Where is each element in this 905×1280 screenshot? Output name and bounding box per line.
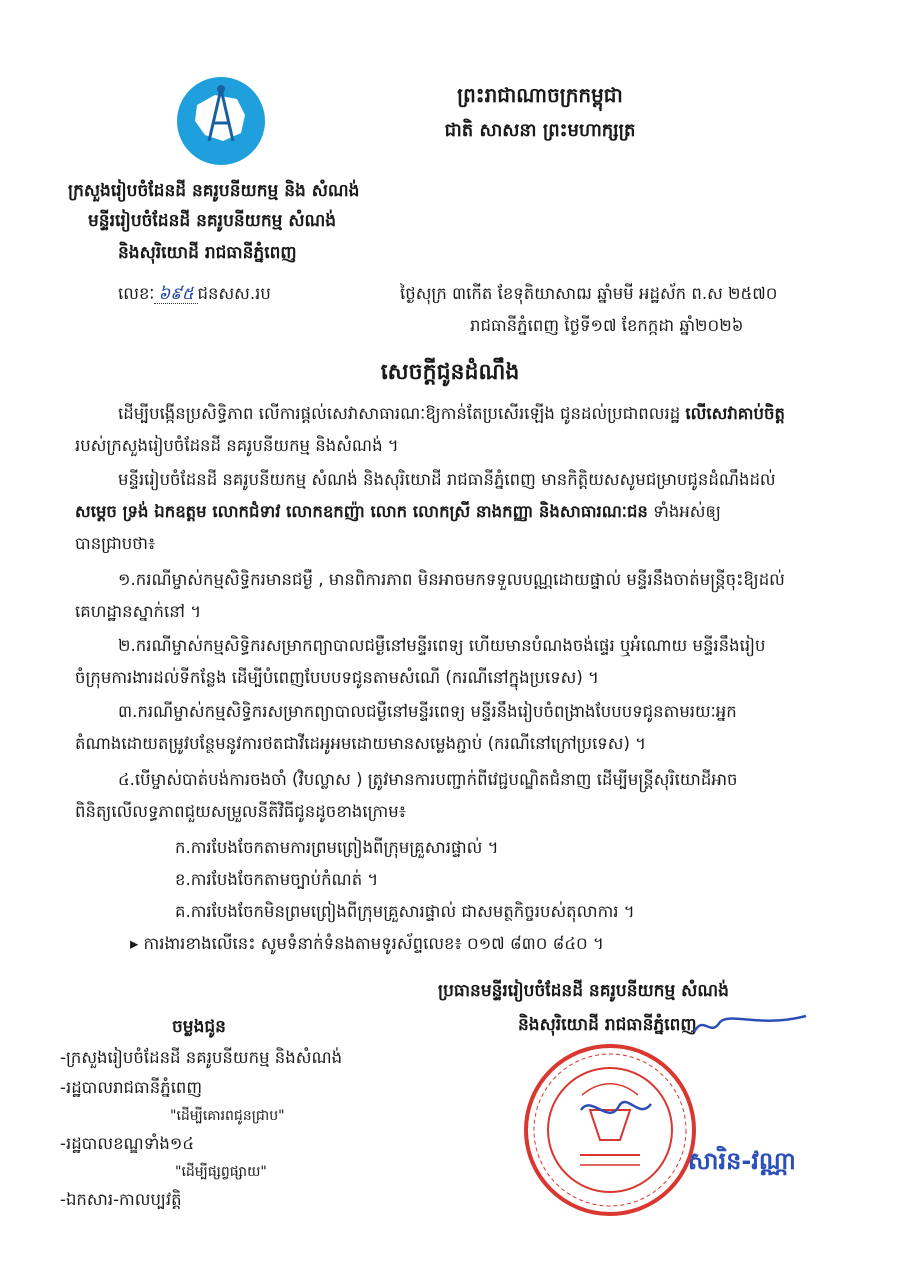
paragraph-1-line-1: ដើម្បីបង្កើនប្រសិទ្ធិភាព លើការផ្តល់សេវាសាធារណៈឱ្យកាន់តែប្រសើរឡើង ជូនដល់ប្រជាពលរដ្ឋ លើសេវាគាប់ចិត្ត <box>118 404 785 423</box>
paragraph-2-line-3: បានជ្រាបថា៖ <box>75 534 156 553</box>
sub-item-kh: ខ.ការបែងចែកតាមច្បាប់កំណត់ ។ <box>175 870 379 889</box>
paragraph-1-line-2: របស់ក្រសួងរៀបចំដែនដី នគរូបនីយកម្ម និងសំណង់ ។ <box>75 436 399 455</box>
kingdom-heading: ព្រះរាជាណាចក្រកម្ពុជា <box>457 83 623 107</box>
issuer-department: មន្ទីររៀបចំដែនដី នគរូបនីយកម្ម សំណង់ <box>88 211 337 231</box>
item-2-line-1: ២.ករណីម្ចាស់កម្មសិទ្ធិករសម្រាកព្យាបាលជម្ងឺនៅមន្ទីរពេទ្យ ហើយមានបំណងចង់ផ្ទេរ ឬអំណោយ មន្ទីរនឹងរៀប <box>118 636 766 655</box>
signature-overlay-scribble <box>575 1090 655 1130</box>
contact-line: ▸ ការងារខាងលើនេះ សូមទំនាក់ទំនងតាមទូរស័ព្ទលេខ៖ ០១៧ ៨៣០ ៨៤០ ។ <box>130 934 604 953</box>
cc-item: -ក្រសួងរៀបចំដែនដី នគរូបនីយកម្ម និងសំណង់ <box>60 1048 343 1067</box>
lunar-date: ថ្ងៃសុក្រ ៣កើត ខែទុតិយាសាឍ ឆ្នាំមមី អដ្ឋស័ក ព.ស ២៥៧០ <box>400 284 778 303</box>
item-2-line-2: ចំក្រុមការងារដល់ទីកន្លែង ដើម្បីបំពេញបែបបទជូនតាមសំណើ (ករណីនៅក្នុងប្រទេស) ។ <box>75 668 599 687</box>
item-3-line-2: តំណាងដោយតម្រូវបន្ថែមនូវការថតជាវីដេអូអមដោយមានសម្លេងភ្ជាប់ (ករណីនៅក្រៅប្រទេស) ។ <box>75 734 647 753</box>
item-4-line-1: ៤.បើម្ចាស់បាត់បង់ការចងចាំ (វិបល្លាស ) ត្រូវមានការបញ្ជាក់ពីវេជ្ជបណ្ឌិតជំនាញ ដើម្បីមន្ត្រីសុរិយោដីអាច <box>118 770 738 789</box>
gregorian-date: រាជធានីភ្នំពេញ ថ្ងៃទី១៧ ខែកក្កដា ឆ្នាំ២០២៦ <box>470 316 744 335</box>
reference-number: លេខៈ ៦៩៥ ជនសស.រប <box>118 284 271 303</box>
national-motto: ជាតិ សាសនា ព្រះមហាក្សត្រ <box>444 120 636 141</box>
cc-heading: ចម្លងជូន <box>172 1017 226 1037</box>
issuer-ministry: ក្រសួងរៀបចំដែនដី នគរូបនីយកម្ម និង សំណង់ <box>68 181 360 201</box>
item-1-line-1: ១.ករណីម្ចាស់កម្មសិទ្ធិករមានជម្ងឺ , មានពិការភាព មិនអាចមកទទួលបណ្ណដោយផ្ទាល់ មន្ទីរនឹងចាត់មន្ត្រីចុះឱ្យដល់ <box>118 570 785 589</box>
cc-item: -រដ្ឋបាលរាជធានីភ្នំពេញ <box>60 1078 203 1097</box>
signatory-name: សារិន-វណ្ណា <box>688 1147 796 1175</box>
signature-stroke <box>690 1008 810 1038</box>
cc-note: "ដើម្បីគោរពជូនជ្រាប" <box>170 1108 285 1124</box>
signatory-title-2: និងសុរិយោដី រាជធានីភ្នំពេញ <box>518 1015 697 1035</box>
item-4-line-2: ពិនិត្យលើលទ្ធភាពជួយសម្រួលនីតិវិធីជូនដូចខាងក្រោម៖ <box>75 802 406 821</box>
sub-item-k: ក.ការបែងចែកតាមការព្រមព្រៀងពីក្រុមគ្រួសារផ្ទាល់ ។ <box>175 838 499 857</box>
paragraph-2-line-1: មន្ទីររៀបចំដែនដី នគរូបនីយកម្ម សំណង់ និងសុរិយោដី រាជធានីភ្នំពេញ មានកិត្តិយសសូមជម្រាបជូនដំណឹងដល់ <box>118 470 776 489</box>
issuer-department-2: និងសុរិយោដី រាជធានីភ្នំពេញ <box>118 243 297 263</box>
sub-item-g: គ.ការបែងចែកមិនព្រមព្រៀងពីក្រុមគ្រួសារផ្ទាល់ ជាសមត្ថកិច្ចរបស់តុលាការ ។ <box>175 902 635 921</box>
signatory-title-1: ប្រធានមន្ទីររៀបចំដែនដី នគរូបនីយកម្ម សំណង់ <box>438 981 729 1001</box>
ministry-logo <box>175 75 267 167</box>
cc-item: -ឯកសារ-កាលប្បវត្តិ <box>60 1190 182 1209</box>
item-3-line-1: ៣.ករណីម្ចាស់កម្មសិទ្ធិករសម្រាកព្យាបាលជម្ងឺនៅមន្ទីរពេទ្យ មន្ទីរនឹងរៀបចំពង្រាងបែបបទជូនតាមរយៈអ្នក <box>118 702 737 721</box>
document-title: សេចក្តីជូនដំណឹង <box>380 360 520 385</box>
paragraph-2-line-2: សម្តេច ទ្រង់ ឯកឧត្តម លោកជំទាវ លោកឧកញ៉ា លោក លោកស្រី នាងកញ្ញា និងសាធារណៈជន ទាំងអស់ឲ្យ <box>75 502 721 521</box>
cc-note: "ដើម្បីផ្សព្វផ្សាយ" <box>175 1164 267 1180</box>
cc-item: -រដ្ឋបាលខណ្ឌទាំង១៤ <box>60 1134 195 1153</box>
item-1-line-2: គេហដ្ឋានស្នាក់នៅ ។ <box>75 602 202 621</box>
